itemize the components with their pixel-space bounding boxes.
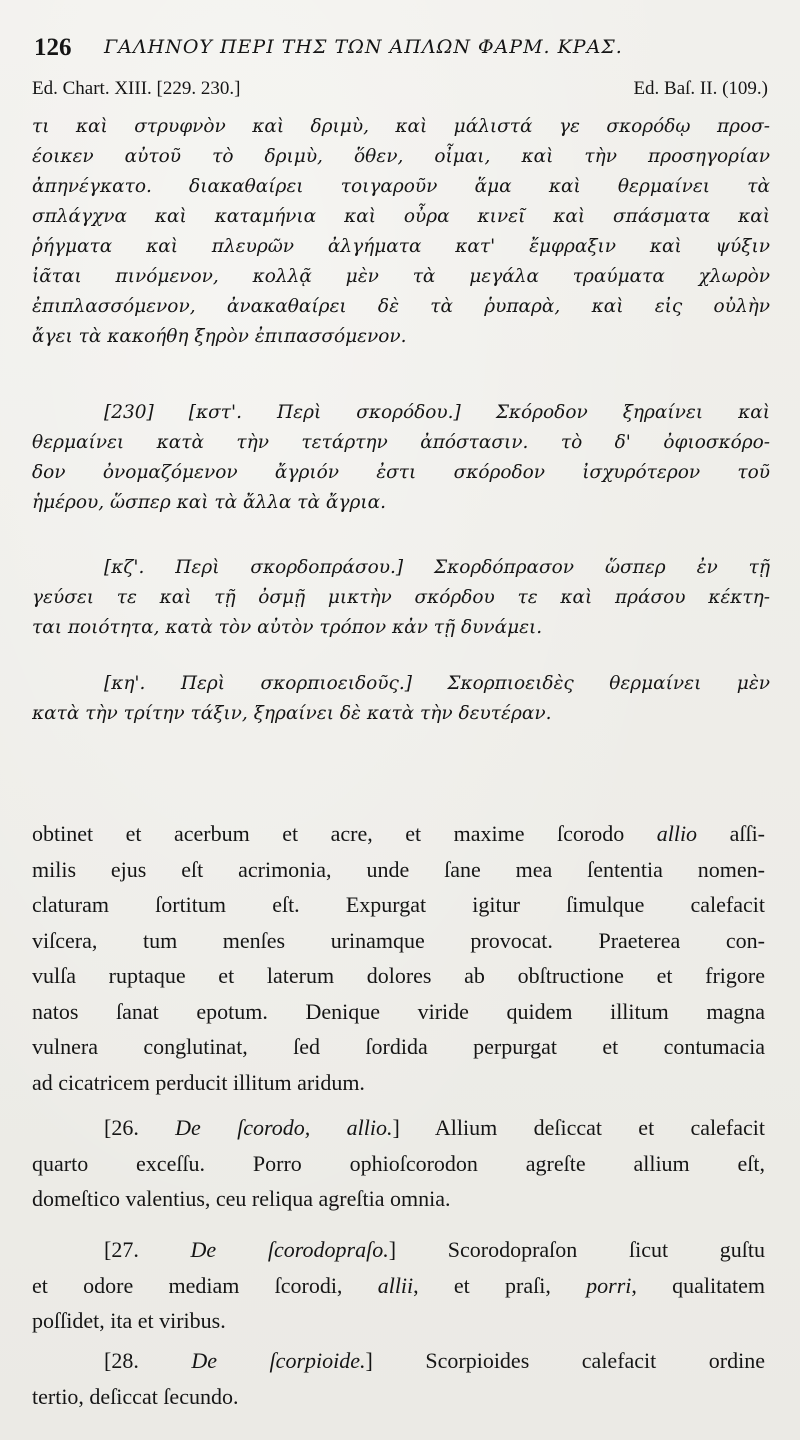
latin-italic-term: allii xyxy=(377,1272,414,1298)
latin-line: poſſidet, ita et viribus. xyxy=(32,1308,226,1333)
page-number: 126 xyxy=(34,34,72,61)
latin-text: obtinet et acerbum et acre, et maxime ſcorodo xyxy=(32,821,625,846)
greek-line: ἐπιπλασσόμενον, ἀνακαθαίρει δὲ τὰ ῥυπαρὰ, καὶ εἰς οὐλὴν xyxy=(32,296,770,317)
section-heading: De ſcorodo, allio. xyxy=(175,1115,393,1140)
latin-line: viſcera, tum menſes urinamque provocat. Praeterea con- xyxy=(32,927,765,953)
latin-text: , qualitatem xyxy=(631,1272,765,1298)
greek-line: σπλάγχνα καὶ καταμήνια καὶ οὖρα κινεῖ καὶ σπάσματα καὶ xyxy=(32,206,770,227)
greek-line: [κζ'. Περὶ σκορδοπράσου.] Σκορδόπρασον ὥσπερ ἐν τῇ xyxy=(104,557,770,578)
greek-line: ῥήγματα καὶ πλευρῶν ἀλγήματα κατ' ἔμφραξιν καὶ ψύξιν xyxy=(32,236,770,257)
greek-line: τι καὶ στρυφνὸν καὶ δριμὺ, καὶ μάλιστά γε σκορόδῳ προσ- xyxy=(32,116,770,137)
greek-line: θερμαίνει κατὰ τὴν τετάρτην ἀπόστασιν. τὸ δ' ὀφιοσκόρο- xyxy=(32,432,770,453)
latin-text: et odore mediam ſcorodi, xyxy=(32,1272,343,1298)
latin-line xyxy=(32,1343,765,1379)
greek-line: [κη'. Περὶ σκορπιοειδοῦς.] Σκορπιοειδὲς θερμαίνει μὲν xyxy=(104,673,770,694)
greek-line: [230] [κστ'. Περὶ σκορόδου.] Σκόροδον ξηραίνει καὶ xyxy=(104,402,770,423)
section-bracket-close: ] xyxy=(365,1348,373,1373)
latin-paragraph-garlic xyxy=(32,1110,765,1217)
greek-paragraph-scorpioides xyxy=(32,669,770,729)
greek-line: ἡμέρου, ὥσπερ καὶ τὰ ἄλλα τὰ ἄγρια. xyxy=(32,492,386,513)
latin-line xyxy=(32,816,765,852)
greek-line: ται ποιότητα, κατὰ τὸν αὐτὸν τρόπον κἀν τῇ δυνάμει. xyxy=(32,617,543,638)
section-bracket-close: ] xyxy=(392,1115,400,1140)
latin-line xyxy=(32,1232,765,1268)
latin-line: quarto exceſſu. Porro ophioſcorodon agreſte allium eſt, xyxy=(32,1150,765,1176)
latin-line: vulſa ruptaque et laterum dolores ab obſtructione et frigore xyxy=(32,963,765,988)
latin-text: aſſi- xyxy=(729,821,765,846)
latin-line: vulnera conglutinat, ſed ſordida perpurgat et contumacia xyxy=(32,1034,765,1059)
section-heading: De ſcorpioide. xyxy=(191,1348,366,1373)
latin-paragraph-scorodoprason xyxy=(32,1232,765,1339)
latin-line: domeſtico valentius, ceu reliqua agreſtia omnia. xyxy=(32,1186,451,1211)
section-heading: De ſcorodopraſo. xyxy=(190,1237,389,1262)
greek-line: ἰᾶται πινόμενον, κολλᾷ μὲν τὰ μεγάλα τραύματα χλωρὸν xyxy=(32,266,770,287)
edition-bas-ref: Ed. Baſ. II. (109.) xyxy=(633,78,768,99)
greek-line: κατὰ τὴν τρίτην τάξιν, ξηραίνει δὲ κατὰ τὴν δευτέραν. xyxy=(32,703,552,724)
greek-line: γεύσει τε καὶ τῇ ὀσμῇ μικτὴν σκόρδου τε καὶ πράσου κέκτη- xyxy=(32,587,770,608)
running-title: ΓΑΛΗΝΟΥ ΠΕΡΙ ΤΗΣ ΤΩΝ ΑΠΛΩΝ ΦΑΡΜ. ΚΡΑΣ. xyxy=(104,36,623,58)
latin-text: Scorodopraſon ſicut guſtu xyxy=(447,1237,765,1262)
running-head xyxy=(34,34,774,68)
section-number: [26. xyxy=(104,1115,139,1140)
latin-italic-term: allio xyxy=(656,821,698,846)
latin-text: , et praſi, xyxy=(413,1272,551,1298)
edition-reference xyxy=(32,78,768,104)
latin-line: claturam ſortitum eſt. Expurgat igitur ſimulque calefacit xyxy=(32,892,765,917)
latin-line: tertio, deſiccat ſecundo. xyxy=(32,1383,239,1409)
latin-line: milis ejus eſt acrimonia, unde ſane mea ſententia nomen- xyxy=(32,856,765,882)
greek-line: ἄγει τὰ κακοήθη ξηρὸν ἐπιπασσόμενον. xyxy=(32,326,407,347)
section-number: [27. xyxy=(104,1237,139,1262)
latin-line: natos ſanat epotum. Denique viride quidem illitum magna xyxy=(32,998,765,1024)
section-bracket-close: ] xyxy=(388,1237,397,1262)
latin-text: Allium deſiccat et calefacit xyxy=(434,1115,765,1140)
greek-paragraph-garlic xyxy=(32,398,770,518)
latin-line xyxy=(32,1268,765,1304)
greek-line: έοικεν αὐτοῦ τὸ δριμὺ, ὅθεν, οἶμαι, καὶ τὴν προσηγορίαν xyxy=(32,146,770,167)
greek-paragraph-scorodoprason xyxy=(32,553,770,643)
latin-text: Scorpioides calefacit ordine xyxy=(425,1348,765,1373)
greek-paragraph-1 xyxy=(32,112,770,352)
latin-paragraph-1 xyxy=(32,816,765,1100)
latin-line xyxy=(32,1110,765,1146)
greek-line: δον ὀνομαζόμενον ἄγριόν ἐστι σκόροδον ἰσχυρότερον τοῦ xyxy=(32,462,770,483)
edition-chart-ref: Ed. Chart. XIII. [229. 230.] xyxy=(32,78,241,99)
latin-paragraph-scorpioides xyxy=(32,1343,765,1414)
latin-line: ad cicatricem perducit illitum aridum. xyxy=(32,1069,365,1095)
greek-line: ἀπηνέγκατο. διακαθαίρει τοιγαροῦν ἅμα καὶ θερμαίνει τὰ xyxy=(32,176,770,197)
section-number: [28. xyxy=(104,1348,139,1373)
latin-italic-term: porri xyxy=(586,1272,632,1298)
